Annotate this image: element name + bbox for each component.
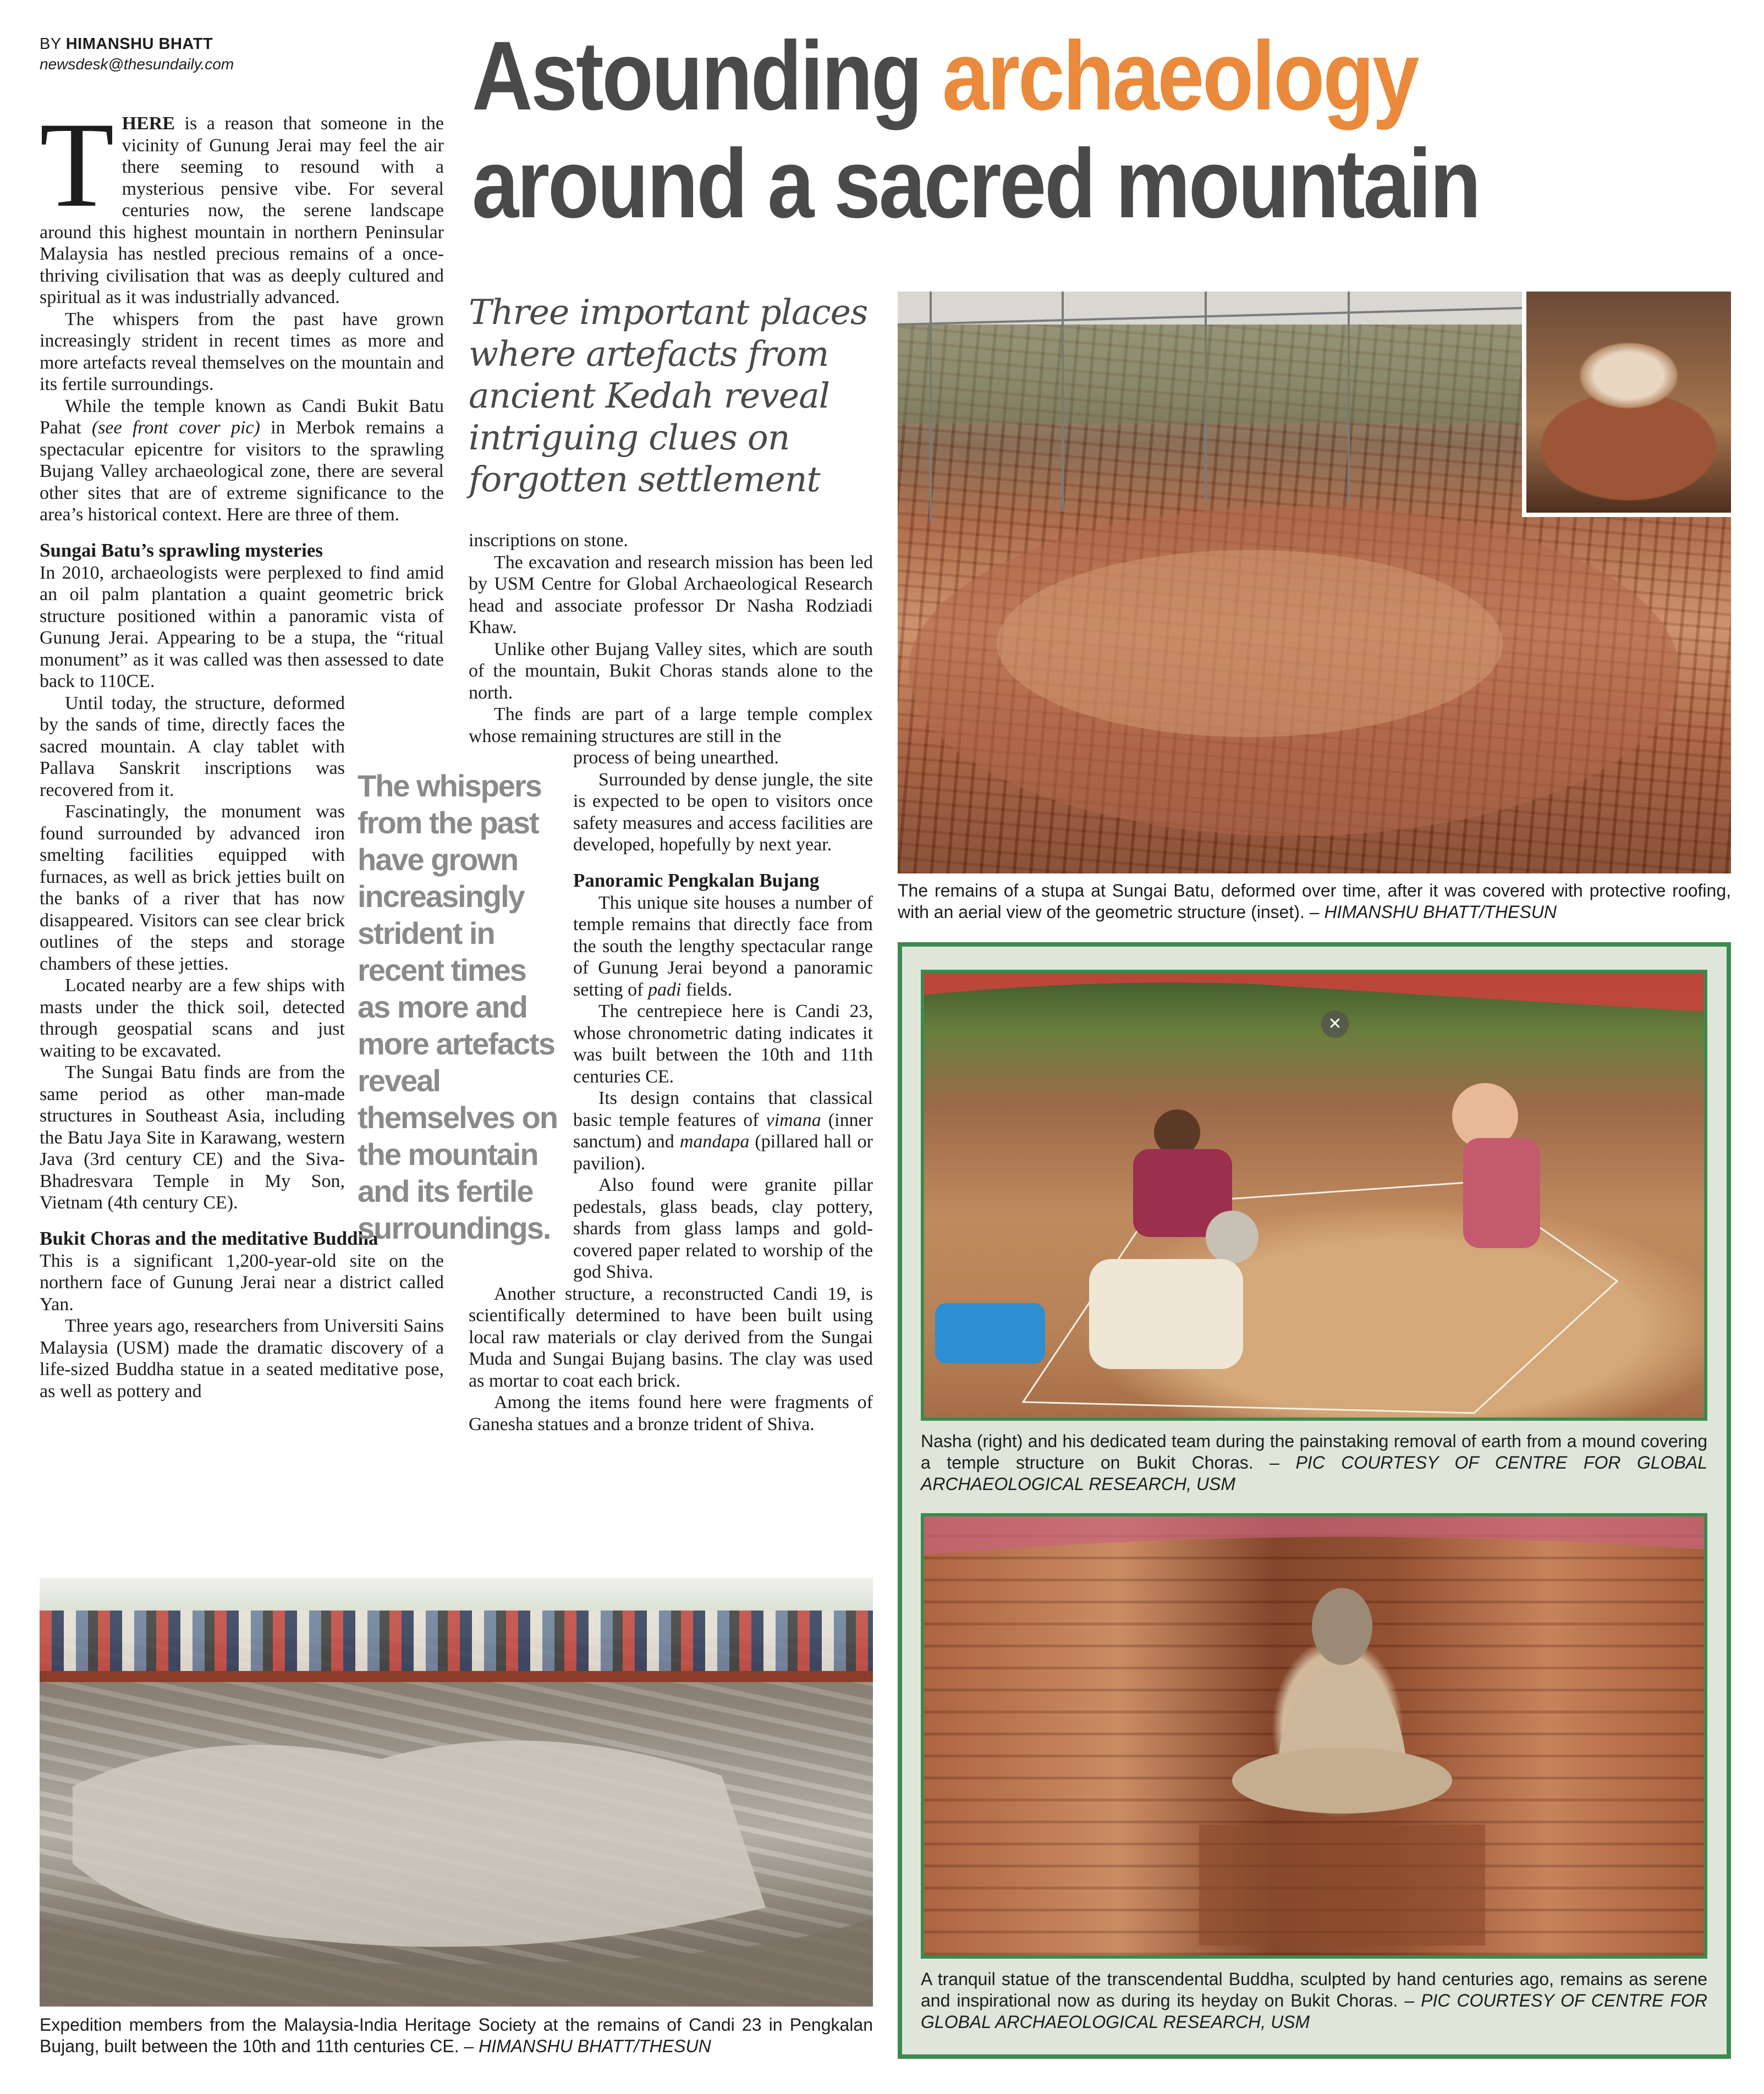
text-wrap-narrow <box>573 747 873 1283</box>
candi-caption: Expedition members from the Malaysia-India Heritage Society at the remains of Candi 23 in Pengkalan Bujang, built between the 10th and 11th centuries CE. – HIMANSHU BHATT/THESUN <box>40 2015 873 2056</box>
paragraph: The excavation and research mission has been led by USM Centre for Global Archaeological Research head and associate professor Dr Nasha Rodziadi Khaw. <box>469 552 873 637</box>
candi-23-photo <box>40 1578 873 2007</box>
buddha-caption: A tranquil statue of the transcendental Buddha, sculpted by hand centuries ago, remains as serene and inspirational now as during its heyday on Bukit Choras. – PIC COURTESY OF CENTRE FOR GLOBAL ARCHAEOLOGICAL RESEARCH, USM <box>921 1969 1708 2032</box>
paragraph: Surrounded by dense jungle, the site is expected to be open to visitors once safety measures and access facilities are developed, hopefully by next year. <box>573 769 873 855</box>
headline-line1: Astounding archaeology <box>472 21 1417 130</box>
temple-ruins-graphic <box>40 1578 873 2007</box>
paragraph: In 2010, archaeologists were perplexed to find amid an oil palm plantation a quaint geometric brick structure positioned within a panoramic vista of Gunung Jerai. Appearing to be a stupa, the “ritual monument” as it was called was then assessed to date back to 110CE. <box>40 562 444 691</box>
paragraph: The finds are part of a large temple complex whose remaining structures are still in the <box>469 704 873 746</box>
paragraph: Among the items found here were fragments of Ganesha statues and a bronze trident of Shiva. <box>469 1392 873 1435</box>
photo-feature-box <box>898 942 1731 2059</box>
headline-accent: archaeology <box>942 21 1417 130</box>
paragraph: This is a significant 1,200-year-old site on the northern face of Gunung Jerai near a district called Yan. <box>40 1250 444 1315</box>
section-heading-sungai-batu: Sungai Batu’s sprawling mysteries <box>40 539 323 561</box>
paragraph: Until today, the structure, deformed by the sands of time, directly faces the sacred mountain. A clay tablet with Pallava Sanskrit inscriptions was recovered from it. <box>40 692 345 800</box>
article-column-2 <box>469 530 873 1435</box>
section-heading-bukit-choras: Bukit Choras and the meditative Buddha <box>40 1227 378 1249</box>
buddha-statue-photo <box>921 1513 1707 1959</box>
pull-quote: The whispers from the past have grown increasingly strident in recent times as more and more artefacts reveal themselves on the mountain and its fertile surroundings. <box>358 768 558 1245</box>
deck-subheading: Three important places where artefacts from ancient Kedah reveal intriguing clues on forgotten settlement <box>469 292 868 499</box>
headline-line2: around a sacred mountain <box>472 129 1480 238</box>
paragraph: The whispers from the past have grown increasingly strident in recent times as more and more artefacts reveal themselves on the mountain and its fertile surroundings. <box>40 309 444 394</box>
paragraph: Another structure, a reconstructed Candi 19, is scientifically determined to have been built using local raw materials or clay derived from the Sungai Muda and Sungai Bujang basins. The clay was used as mortar to coat each brick. <box>469 1283 873 1391</box>
paragraph: Three years ago, researchers from Universiti Sains Malaysia (USM) made the dramatic discovery of a life-sized Buddha statue in a seated meditative pose, as well as pottery and <box>40 1316 444 1402</box>
headline <box>472 22 1560 238</box>
drop-cap: T <box>40 97 114 233</box>
stupa-caption: The remains of a stupa at Sungai Batu, deformed over time, after it was covered with protective roofing, with an aerial view of the geometric structure (inset). – HIMANSHU BHATT/THESUN <box>898 881 1731 922</box>
paragraph: Its design contains that classical basic temple features of vimana (inner sanctum) and mandapa (pillared hall or pavilion). <box>573 1088 873 1174</box>
paragraph: process of being unearthed. <box>573 748 779 768</box>
paragraph: This unique site houses a number of temple remains that directly face from the south the lengthy spectacular range of Gunung Jerai beyond a panoramic setting of padi fields. <box>573 892 873 1000</box>
paragraph: Fascinatingly, the monument was found surrounded by advanced iron smelting facilities equipped with furnaces, as well as brick jetties built on the banks of a river that has now disappeared. Visitors can see clear brick outlines of the steps and storage chambers of these jetties. <box>40 801 345 974</box>
stupa-photo <box>898 292 1731 873</box>
buddha-statue-graphic <box>924 1516 1704 1955</box>
paragraph: inscriptions on stone. <box>469 530 628 551</box>
excavation-scene-graphic <box>924 973 1704 1417</box>
paragraph: While the temple known as Candi Bukit Batu Pahat (see front cover pic) in Merbok remains a spectacular epicentre for visitors to the sprawling Bujang Valley archaeological zone, there are several other sites that are of extreme significance to the area’s historical context. Here are three of them. <box>40 395 444 525</box>
paragraph: The Sungai Batu finds are from the same period as other man-made structures in Southeast Asia, including the Batu Jaya Site in Karawang, western Java (3rd century CE) and the Siva-Bhadresvara Temple in My Son, Vietnam (4th century CE). <box>40 1062 345 1213</box>
aerial-inset-photo <box>1522 292 1731 517</box>
paragraph: Unlike other Bujang Valley sites, which are south of the mountain, Bukit Choras stands alone to the north. <box>469 639 873 703</box>
section-heading-pengkalan-bujang: Panoramic Pengkalan Bujang <box>573 869 820 891</box>
paragraph: Located nearby are a few ships with masts under the thick soil, detected through geospatial scans and just waiting to be excavated. <box>40 975 345 1061</box>
paragraph: Also found were granite pillar pedestals, glass beads, clay pottery, shards from glass lamps and gold-covered paper related to worship of the god Shiva. <box>573 1175 873 1282</box>
close-icon[interactable]: ✕ <box>1321 1010 1349 1038</box>
excavation-team-photo <box>921 970 1707 1421</box>
paragraph: The centrepiece here is Candi 23, whose chronometric dating indicates it was built between the 10th and 11th centuries CE. <box>573 1001 873 1087</box>
byline <box>40 35 293 73</box>
byline-email[interactable]: newsdesk@thesundaily.com <box>40 56 234 73</box>
byline-author: BY HIMANSHU BHATT <box>40 35 213 53</box>
excavation-caption: Nasha (right) and his dedicated team during the painstaking removal of earth from a mound covering a temple structure on Bukit Choras. – PIC COURTESY OF CENTRE FOR GLOBAL ARCHAEOLOGICAL RESEARCH, USM <box>921 1431 1708 1494</box>
intro-paragraph: THERE is a reason that someone in the vicinity of Gunung Jerai may feel the air there seeming to resound with a mysterious pensive vibe. For several centuries now, the serene landscape around this highest mountain in northern Peninsular Malaysia has nestled precious remains of a once-thriving civilisation that was as deeply cultured and spiritual as it was industrially advanced. <box>40 97 444 307</box>
text-wrap-narrow <box>40 692 345 1214</box>
